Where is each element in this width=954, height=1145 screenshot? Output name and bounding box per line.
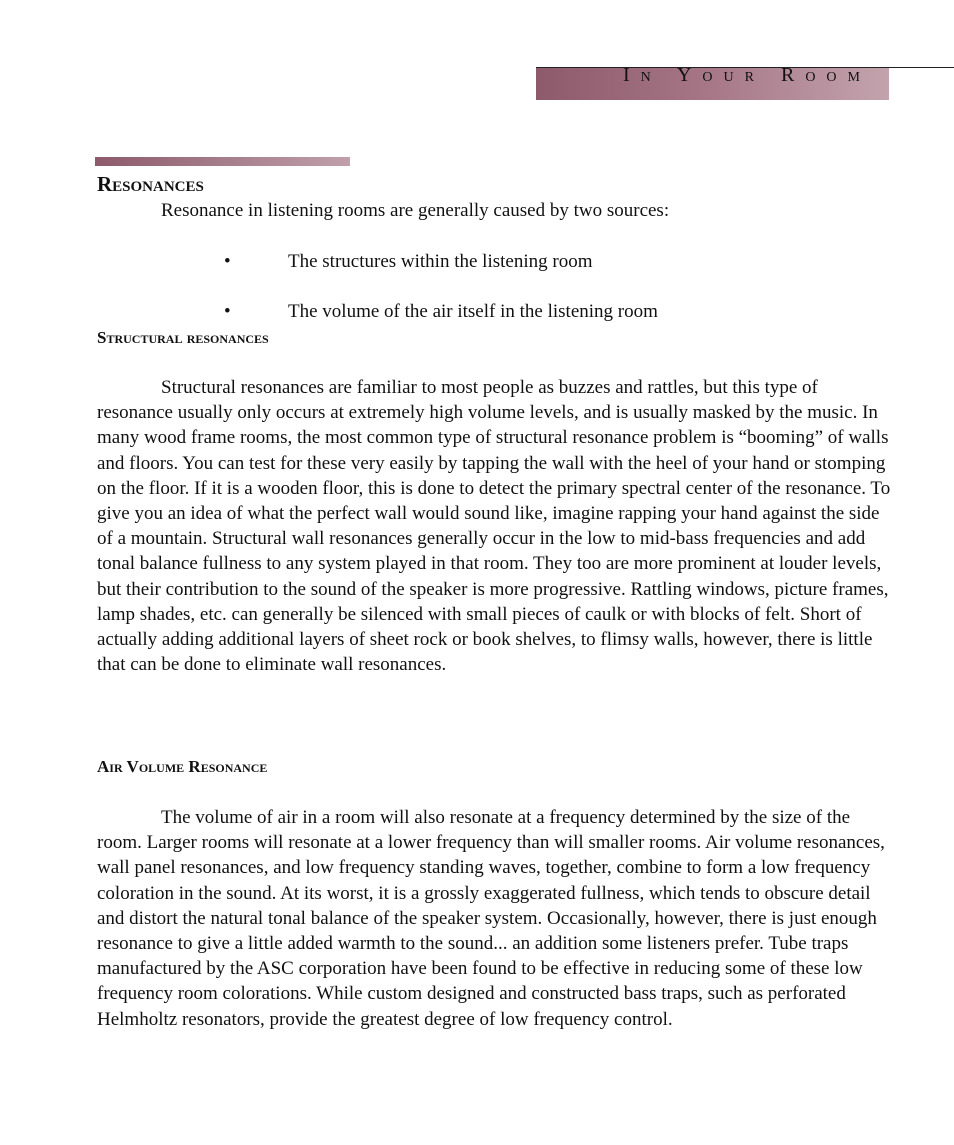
- subheading-air-volume-resonance: Air Volume Resonance: [97, 757, 268, 776]
- bullet-marker: •: [224, 251, 231, 272]
- bullet-marker: •: [224, 301, 231, 322]
- page-header-title: In Your Room: [622, 64, 871, 86]
- bullet-text: The structures within the listening room: [288, 251, 593, 272]
- section-title: Resonances: [97, 172, 204, 196]
- header-band: [536, 64, 889, 100]
- paragraph-structural-resonances: Structural resonances are familiar to most people as buzzes and rattles, but this type of resonance usually only occurs at extremely high volume levels, and is usually masked by the music. In many wood frame rooms, the most common type of structural resonance problem is “booming” of walls and floors. You can test for these very easily by tapping the wall with the heel of your hand or stomping on the floor. If it is a wooden floor, this is done to detect the primary spectral center of the resonance. To give you an idea of what the perfect wall would sound like, imagine rapping your hand against the side of a mountain. Structural wall resonances generally occur in the low to mid-bass frequencies and add tonal balance fullness to any system played in that room. They too are more prominent at louder levels, but their contribution to the sound of the speaker is more progressive. Rattling windows, picture frames, lamp shades, etc. can generally be silenced with small pieces of caulk or with blocks of felt. Short of actually adding additional layers of sheet rock or book shelves, to flimsy walls, however, there is little that can be done to eliminate wall resonances.: [97, 377, 891, 676]
- intro-text: Resonance in listening rooms are generally caused by two sources:: [161, 200, 670, 221]
- section-accent-bar: [95, 157, 350, 166]
- bullet-text: The volume of the air itself in the listening room: [288, 301, 658, 322]
- subheading-structural-resonances: Structural resonances: [97, 328, 269, 347]
- paragraph-air-volume-resonance: The volume of air in a room will also resonate at a frequency determined by the size of the room. Larger rooms will resonate at a lower frequency than will smaller rooms. Air volume resonances, wall panel resonances, and low frequency standing waves, together, combine to form a low frequency coloration in the sound. At its worst, it is a grossly exaggerated fullness, which tends to obscure detail and distort the natural tonal balance of the speaker system. Occasionally, however, there is just enough resonance to give a little added warmth to the sound... an addition some listeners prefer. Tube traps manufactured by the ASC corporation have been found to be effective in reducing some of these low frequency room colorations. While custom designed and constructed bass traps, such as perforated Helmholtz resonators, provide the greatest degree of low frequency control.: [97, 807, 885, 1030]
